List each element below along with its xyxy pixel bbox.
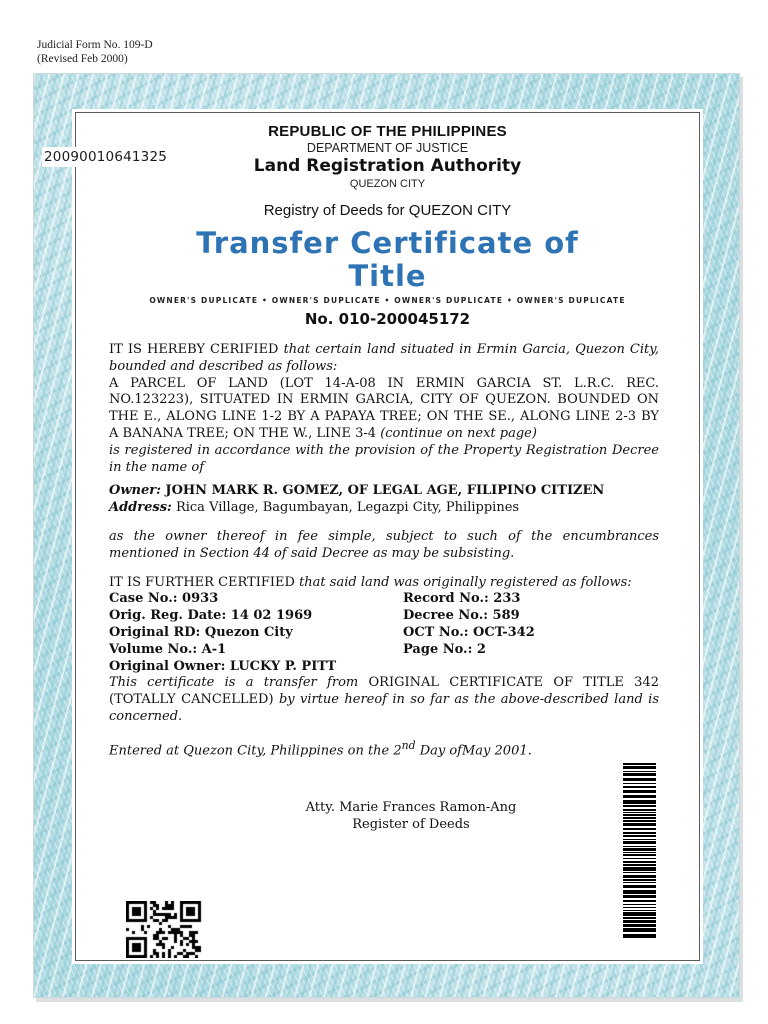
volume-no: Volume No.: A-1 bbox=[109, 641, 227, 657]
page-no: Page No.: 2 bbox=[403, 641, 486, 657]
judicial-form-revision: (Revised Feb 2000) bbox=[37, 53, 128, 65]
original-rd: Original RD: Quezon City bbox=[109, 624, 293, 640]
owner-label: Owner: bbox=[109, 483, 161, 499]
transfer-clause-part1: This certificate is a transfer from bbox=[109, 675, 369, 691]
registrar-title: Register of Deeds bbox=[352, 816, 470, 832]
title-number: No. 010-200045172 bbox=[304, 310, 471, 328]
orig-reg-date: Orig. Reg. Date: 14 02 1969 bbox=[109, 608, 313, 624]
entered-clause-ordinal: nd bbox=[401, 738, 416, 752]
fee-simple-clause: as the owner thereof in fee simple, subject to such of the encumbrances mentioned in Section 44 of said Decree as may be subsisting. bbox=[109, 528, 659, 561]
owner-value: JOHN MARK R. GOMEZ, OF LEGAL AGE, FILIPINO CITIZEN bbox=[160, 483, 605, 499]
certificate-page bbox=[75, 112, 700, 961]
serial-number: 20090010641325 bbox=[42, 147, 173, 167]
hereby-certified-prefix: IT IS HEREBY CERIFIED bbox=[109, 342, 284, 357]
barcode-icon bbox=[623, 763, 656, 938]
original-owner: Original Owner: LUCKY P. PITT bbox=[109, 658, 337, 674]
entered-clause bbox=[109, 738, 659, 760]
continue-note: (continue on next page) bbox=[380, 425, 537, 441]
registered-clause: is registered in accordance with the provision of the Property Registration Decree in the name of bbox=[109, 442, 659, 475]
registrar-name: Atty. Marie Frances Ramon-Ang bbox=[305, 799, 517, 815]
record-no: Record No.: 233 bbox=[403, 591, 521, 607]
signature-block bbox=[109, 800, 659, 834]
hereby-certified-paragraph bbox=[109, 342, 659, 476]
header-registry: Registry of Deeds for QUEZON CITY bbox=[263, 202, 512, 219]
address-value: Rica Village, Bagumbayan, Legazpi City, Philippines bbox=[171, 500, 520, 516]
entered-clause-start: Entered at Quezon City, Philippines on the 2 bbox=[109, 743, 402, 759]
case-no: Case No.: 0933 bbox=[109, 591, 219, 607]
decree-no: Decree No.: 589 bbox=[403, 608, 520, 624]
transfer-clause-caps: ORIGINAL CERTIFICATE OF TITLE 342 (TOTALLY CANCELLED) bbox=[109, 675, 659, 708]
oct-no: OCT No.: OCT-342 bbox=[403, 624, 535, 640]
owner-line bbox=[109, 483, 659, 517]
further-certified-prefix: IT IS FURTHER CERTIFIED bbox=[109, 574, 300, 590]
entered-clause-end: Day ofMay 2001. bbox=[415, 743, 532, 759]
header-authority: Land Registration Authority bbox=[253, 156, 522, 176]
hereby-certified-clause: that certain land situated in Ermin Garcia, Quezon City, bounded and described as follows: bbox=[109, 342, 659, 374]
header-department: DEPARTMENT OF JUSTICE bbox=[306, 141, 469, 155]
judicial-form-note bbox=[37, 38, 153, 66]
empty-cell bbox=[403, 659, 659, 676]
registration-details bbox=[109, 591, 659, 675]
further-certified-line bbox=[109, 575, 659, 592]
certificate-title-line2: Title bbox=[348, 259, 427, 293]
header-republic: REPUBLIC OF THE PHILIPPINES bbox=[268, 123, 507, 140]
qr-code-icon bbox=[126, 901, 202, 958]
owners-duplicate-strip: OWNER'S DUPLICATE • OWNER'S DUPLICATE • OWNER'S DUPLICATE • OWNER'S DUPLICATE bbox=[149, 296, 626, 305]
judicial-form-number: Judicial Form No. 109-D bbox=[37, 39, 153, 51]
certificate-title-line1: Transfer Certificate of bbox=[196, 226, 579, 260]
certificate-title bbox=[76, 227, 699, 293]
further-certified-clause: that said land was originally registered as follows: bbox=[299, 574, 632, 590]
address-label: Address: bbox=[109, 500, 172, 516]
land-description: A PARCEL OF LAND (LOT 14-A-08 IN ERMIN GARCIA ST. L.R.C. REC. NO.123223), SITUATED IN ERMIN GARCIA, CITY OF QUEZON. BOUNDED ON THE E., ALONG LINE 1-2 BY A PAPAYA TREE; ON THE SE., ALONG LINE 2-3 BY A BANANA TREE; ON THE W., LINE 3-4 bbox=[109, 375, 659, 441]
header-city: QUEZON CITY bbox=[349, 178, 426, 190]
transfer-clause bbox=[109, 675, 659, 725]
transfer-clause-part2: by virtue hereof in so far as the above-described land is concerned. bbox=[109, 692, 659, 724]
